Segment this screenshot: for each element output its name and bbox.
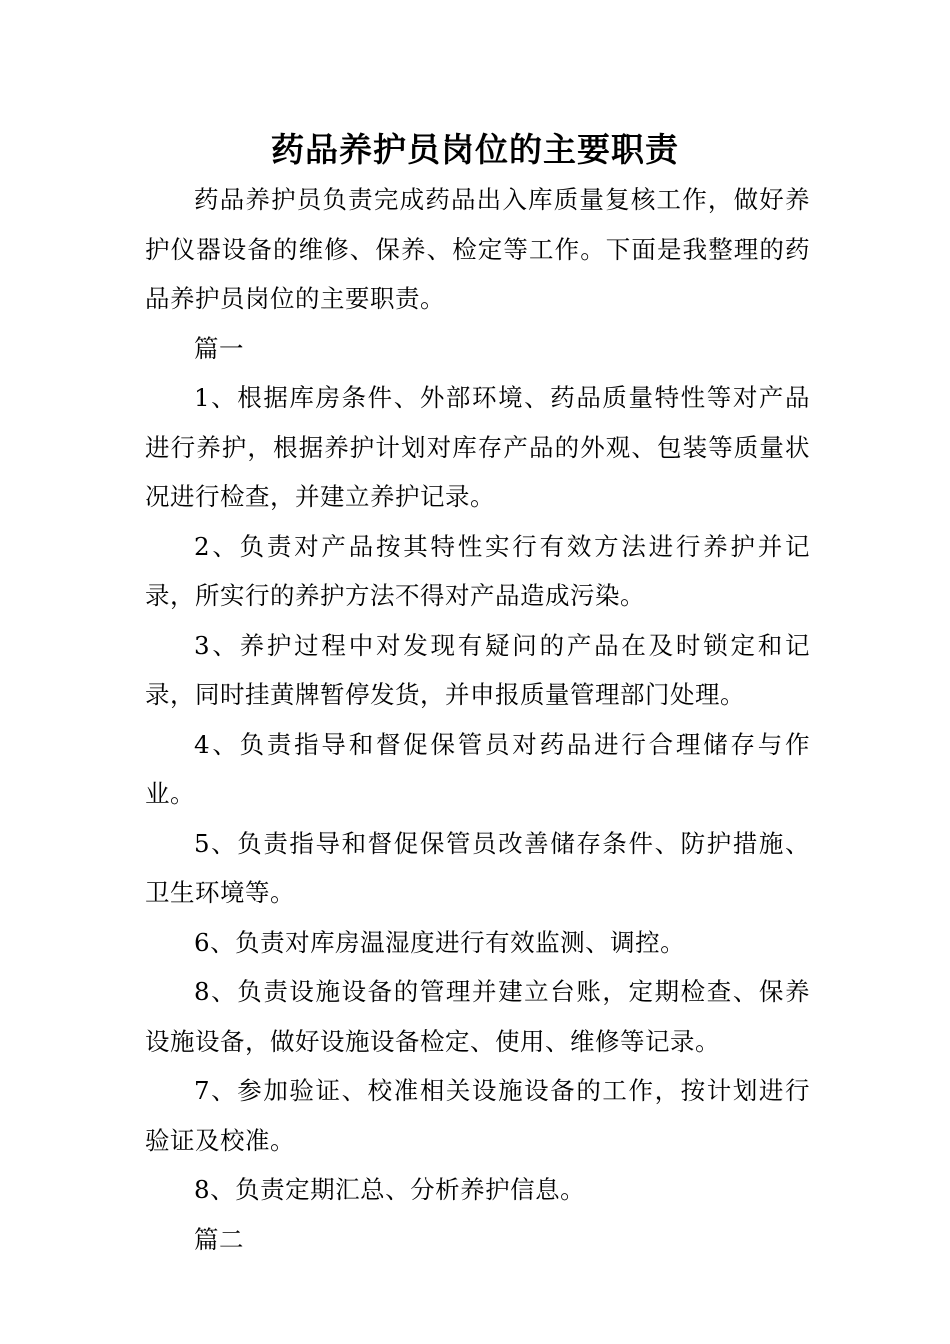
- duty-item-3: 3、养护过程中对发现有疑问的产品在及时锁定和记录，同时挂黄牌暂停发货，并申报质量管理部门处理。: [145, 630, 810, 709]
- duty-item-7: 8、负责设施设备的管理并建立台账，定期检查、保养设施设备，做好设施设备检定、使用、维修等记录。: [145, 977, 810, 1056]
- section-heading-1: 篇一: [194, 333, 244, 363]
- duty-item-5: 5、负责指导和督促保管员改善储存条件、防护措施、卫生环境等。: [145, 828, 810, 907]
- section-heading-2: 篇二: [194, 1224, 244, 1254]
- duty-item-9: 8、负责定期汇总、分析养护信息。: [194, 1175, 586, 1204]
- intro-paragraph: 药品养护员负责完成药品出入库质量复核工作，做好养护仪器设备的维修、保养、检定等工作。下面是我整理的药品养护员岗位的主要职责。: [145, 185, 810, 313]
- duty-item-1: 1、根据库房条件、外部环境、药品质量特性等对产品进行养护，根据养护计划对库存产品的外观、包装等质量状况进行检查，并建立养护记录。: [145, 383, 810, 511]
- document-title: 药品养护员岗位的主要职责: [271, 130, 679, 169]
- duty-item-2: 2、负责对产品按其特性实行有效方法进行养护并记录，所实行的养护方法不得对产品造成污染。: [145, 531, 810, 610]
- duty-item-6: 6、负责对库房温湿度进行有效监测、调控。: [194, 927, 686, 957]
- duty-item-4: 4、负责指导和督促保管员对药品进行合理储存与作业。: [145, 729, 810, 808]
- duty-item-8: 7、参加验证、校准相关设施设备的工作，按计划进行验证及校准。: [145, 1076, 810, 1155]
- document-body: [145, 175, 810, 1264]
